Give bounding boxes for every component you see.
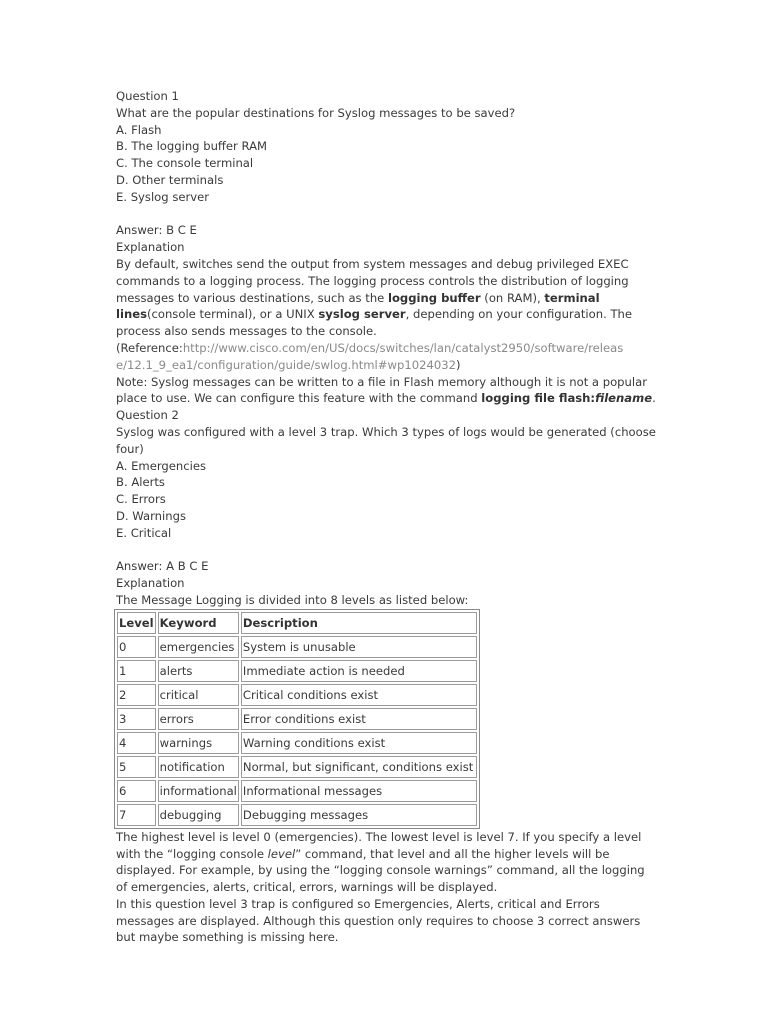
q2-levels-explanation	[116, 829, 656, 896]
q1-option-d: D. Other terminals	[116, 172, 224, 187]
q2-option-e: E. Critical	[116, 525, 172, 540]
q1-note-command-filename: filename	[595, 391, 653, 406]
cell-level: 7	[117, 804, 156, 826]
table-row	[117, 780, 477, 802]
q1-explanation-text	[116, 256, 656, 340]
table-row	[117, 708, 477, 730]
q1-exp-part-2: (on RAM),	[480, 290, 545, 305]
q1-reference-prefix: (Reference:	[116, 340, 183, 355]
document-page	[116, 88, 656, 946]
q1-reference-line-1	[116, 340, 656, 357]
column-header-description: Description	[241, 612, 477, 634]
column-header-keyword: Keyword	[158, 612, 239, 634]
cell-keyword: emergencies	[158, 636, 239, 658]
question-2-text: Syslog was configured with a level 3 trap. Which 3 types of logs would be generated (choose four)	[116, 424, 656, 456]
q1-option-a: A. Flash	[116, 122, 162, 137]
table-row	[117, 732, 477, 754]
table-row	[117, 804, 477, 826]
q1-exp-bold-terminal-lines: terminal lines	[116, 290, 600, 322]
q2-option-d: D. Warnings	[116, 508, 187, 523]
cell-description: Informational messages	[241, 780, 477, 802]
question-2-title: Question 2	[116, 408, 179, 423]
table-row	[117, 660, 477, 682]
cell-level: 0	[117, 636, 156, 658]
table-row	[117, 684, 477, 706]
q2-explanation-label: Explanation	[116, 576, 185, 591]
q1-reference-suffix: )	[455, 357, 461, 372]
cell-level: 1	[117, 660, 156, 682]
q1-option-c: C. The console terminal	[116, 156, 254, 171]
cell-keyword: notification	[158, 756, 239, 778]
q2-after-part-1: The highest level is level 0 (emergencies). The lowest level is level 7. If you specify a level with the “logging console	[116, 829, 642, 861]
cell-keyword: alerts	[158, 660, 239, 682]
cell-keyword: informational	[158, 780, 239, 802]
q2-final-paragraph: In this question level 3 trap is configured so Emergencies, Alerts, critical and Errors messages are displayed. Although this question only requires to choose 3 correct answers but maybe something is missing here.	[116, 896, 641, 945]
cell-level: 2	[117, 684, 156, 706]
cell-level: 3	[117, 708, 156, 730]
cell-description: Warning conditions exist	[241, 732, 477, 754]
cell-description: Critical conditions exist	[241, 684, 477, 706]
cell-description: Immediate action is needed	[241, 660, 477, 682]
q1-exp-bold-logging-buffer: logging buffer	[387, 290, 481, 305]
cell-description: Error conditions exist	[241, 708, 477, 730]
q1-exp-part-1: By default, switches send the output from system messages and debug privileged EXEC commands to a logging process. The logging process controls the distribution of logging messages to various destinations, such as the	[116, 256, 629, 305]
q1-note-command: logging file flash:	[481, 391, 596, 406]
q1-option-e: E. Syslog server	[116, 189, 210, 204]
cell-description: System is unusable	[241, 636, 477, 658]
column-header-level: Level	[117, 612, 156, 634]
q1-answer: Answer: B C E	[116, 223, 197, 238]
q1-reference-line-2	[116, 357, 656, 374]
cell-level: 5	[117, 756, 156, 778]
q2-option-a: A. Emergencies	[116, 458, 207, 473]
q2-after-italic-level: level	[267, 846, 296, 861]
question-1-text: What are the popular destinations for Syslog messages to be saved?	[116, 105, 516, 120]
q1-note-part-1: Note: Syslog messages can be written to a file in Flash memory although it is not a popular place to use. We can configure this feature with the command	[116, 374, 647, 406]
q1-reference-url-part-1[interactable]: http://www.cisco.com/en/US/docs/switches/lan/catalyst2950/software/releas	[182, 340, 624, 355]
cell-keyword: debugging	[158, 804, 239, 826]
table-row	[117, 636, 477, 658]
cell-keyword: warnings	[158, 732, 239, 754]
table-header-row	[117, 612, 477, 634]
spacer	[116, 542, 656, 559]
cell-description: Normal, but significant, conditions exist	[241, 756, 477, 778]
q1-note-part-2: .	[652, 391, 656, 406]
cell-keyword: critical	[158, 684, 239, 706]
q1-exp-part-3: (console terminal), or a UNIX	[146, 307, 319, 322]
logging-levels-table	[114, 609, 480, 829]
question-1-title: Question 1	[116, 89, 179, 103]
spacer	[116, 206, 656, 223]
q1-exp-part-4: , depending on your configuration. The process also sends messages to the console.	[116, 307, 633, 339]
q2-answer: Answer: A B C E	[116, 559, 209, 574]
q2-option-b: B. Alerts	[116, 475, 165, 490]
q1-reference-url-part-2[interactable]: e/12.1_9_ea1/configuration/guide/swlog.html#wp1024032	[116, 357, 456, 372]
table-row	[117, 756, 477, 778]
cell-keyword: errors	[158, 708, 239, 730]
q1-note	[116, 374, 656, 408]
q2-after-part-2: ” command, that level and all the higher levels will be displayed. For example, by using the “logging console warnings” command, all the logging of emergencies, alerts, critical, errors, warnings will be displayed.	[116, 846, 645, 895]
q2-option-c: C. Errors	[116, 492, 166, 507]
q1-option-b: B. The logging buffer RAM	[116, 139, 268, 154]
q2-table-intro: The Message Logging is divided into 8 levels as listed below:	[116, 592, 469, 607]
q1-exp-bold-syslog-server: syslog server	[318, 307, 406, 322]
cell-description: Debugging messages	[241, 804, 477, 826]
cell-level: 4	[117, 732, 156, 754]
cell-level: 6	[117, 780, 156, 802]
q1-explanation-label: Explanation	[116, 240, 185, 255]
